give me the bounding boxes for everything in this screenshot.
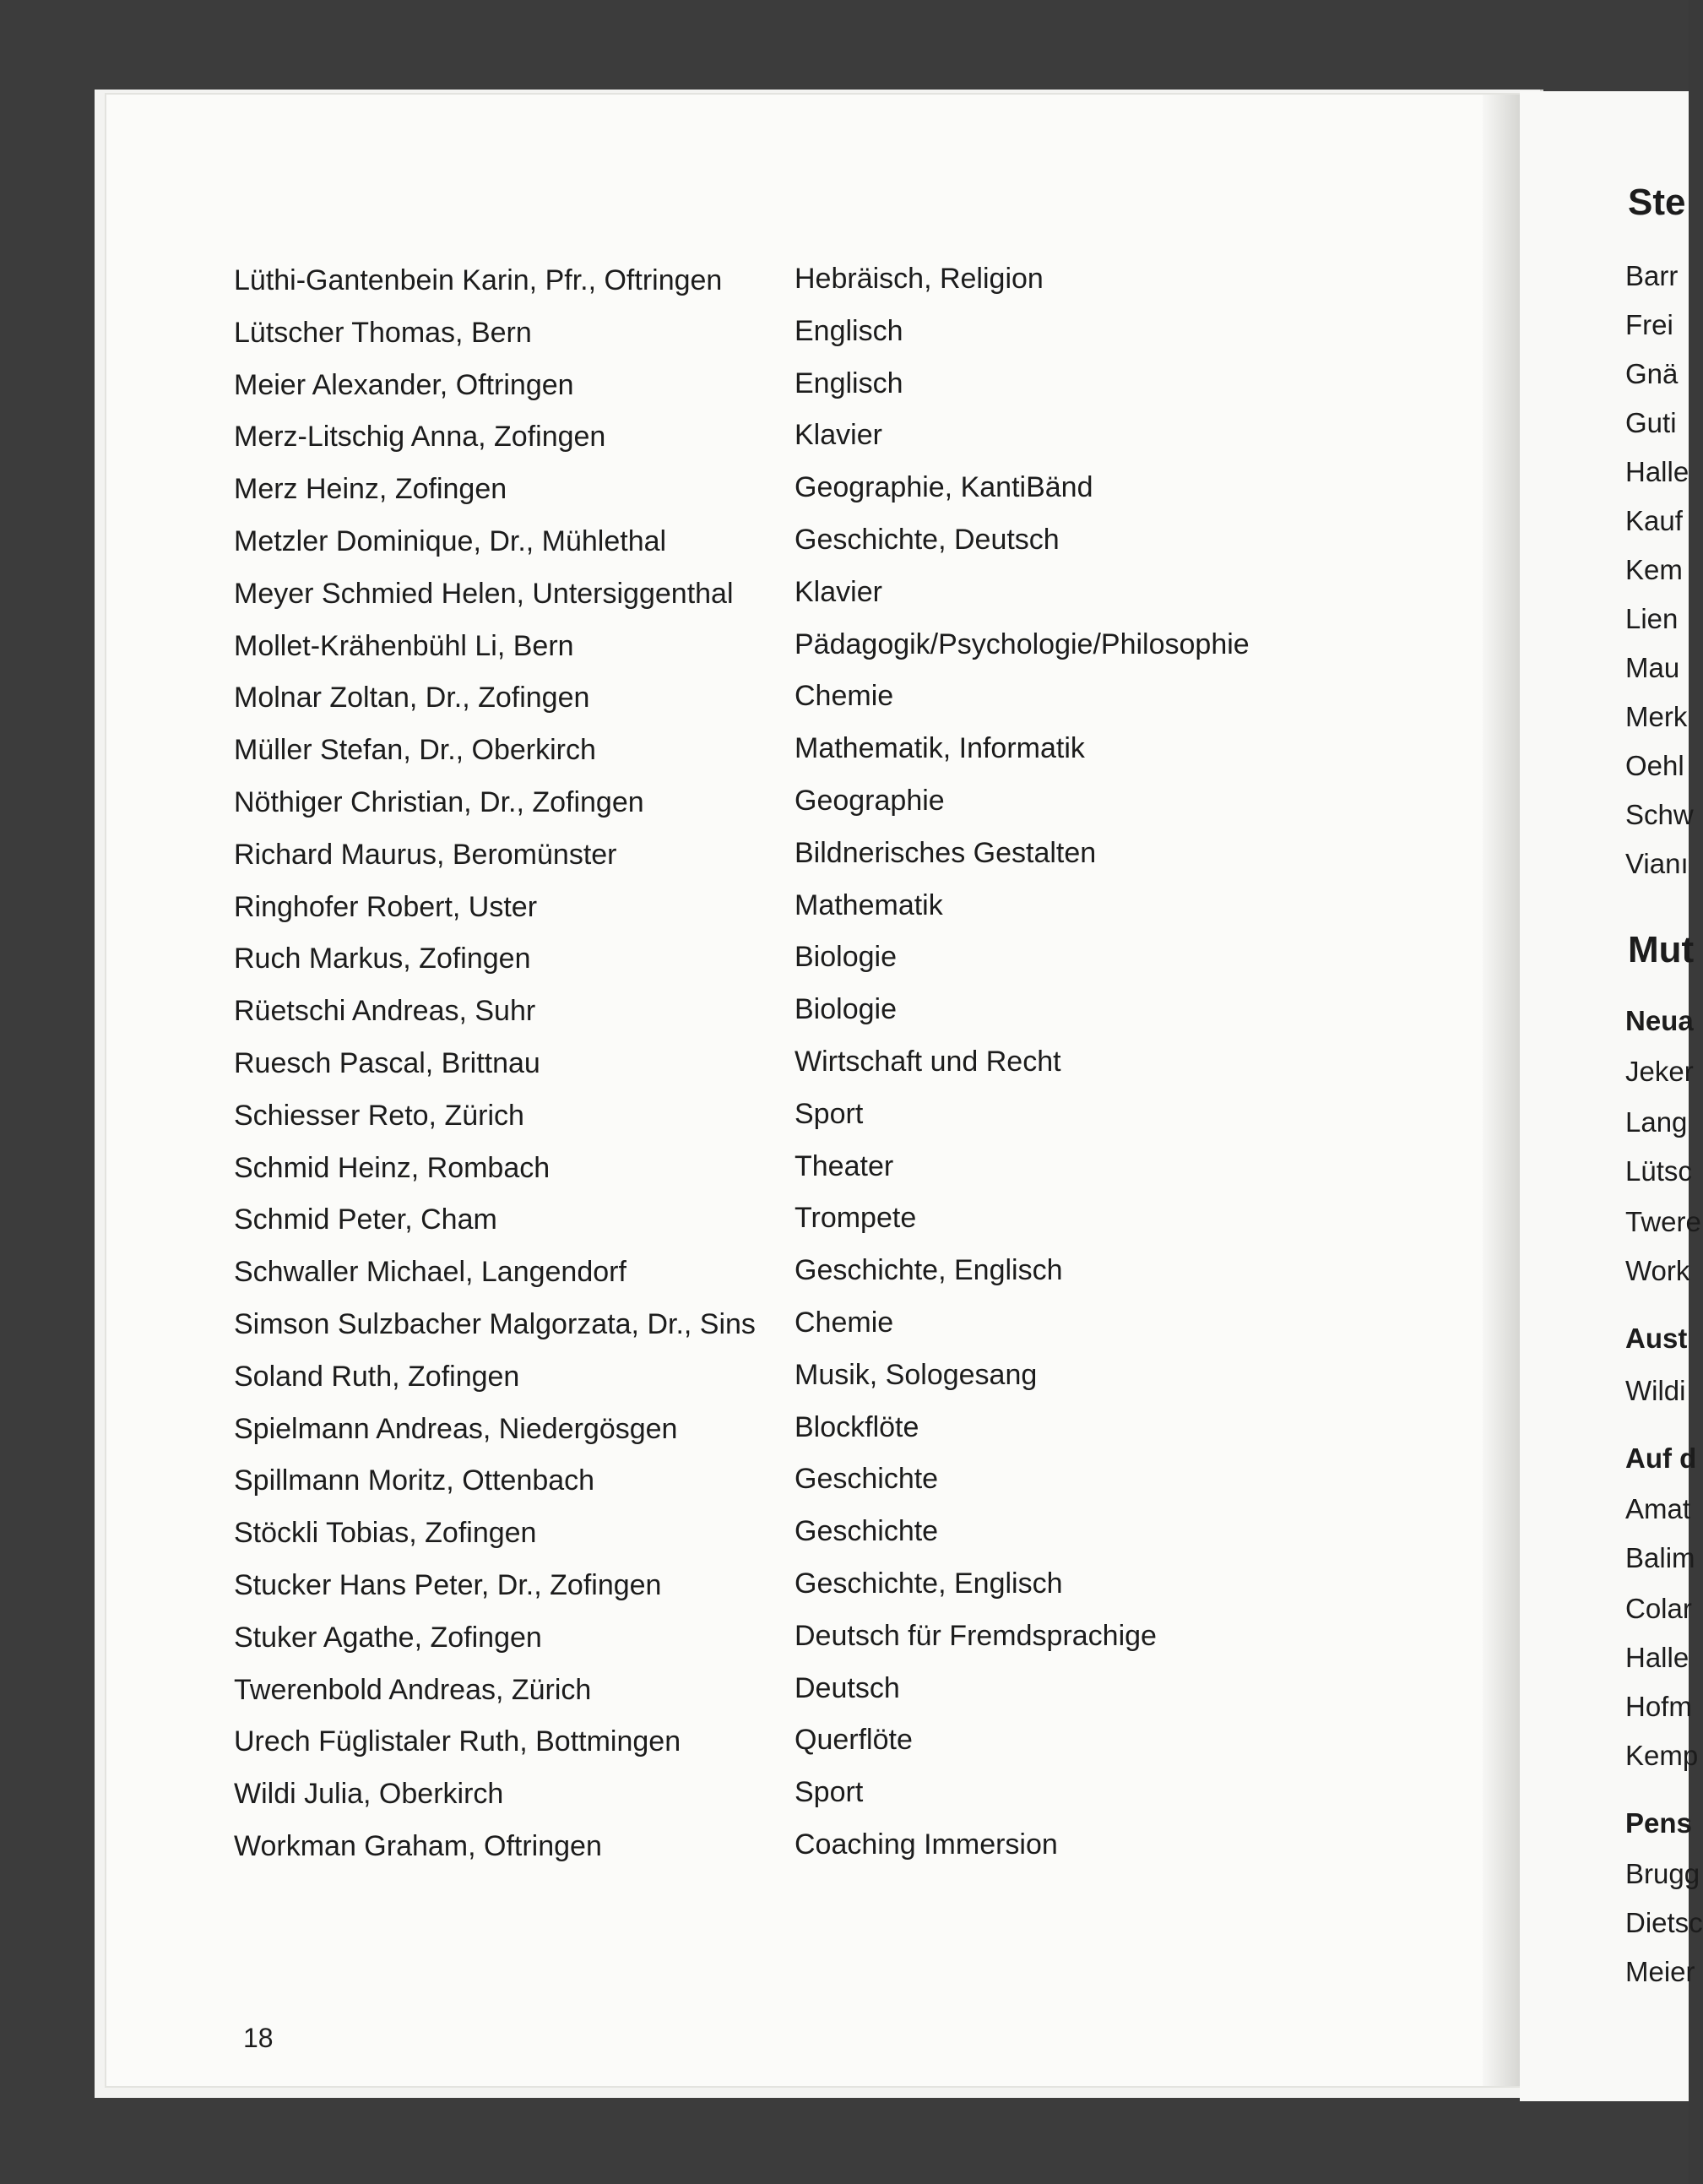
right-page-fragment: Mau — [1625, 652, 1680, 683]
teacher-name: Mollet-Krähenbühl Li, Bern — [234, 630, 574, 662]
right-page-fragment: Kemp — [1625, 1740, 1699, 1771]
teacher-subject: Biologie — [795, 941, 897, 973]
right-page-fragment: Colar — [1625, 1593, 1692, 1624]
teacher-subject: Englisch — [795, 367, 903, 399]
right-page-fragment: Hofm — [1625, 1691, 1692, 1722]
right-page-fragment: Meier — [1625, 1956, 1695, 1987]
teacher-subject: Klavier — [795, 576, 882, 608]
teacher-subject: Geschichte, Deutsch — [795, 524, 1060, 556]
teacher-name: Richard Maurus, Beromünster — [234, 839, 617, 871]
right-page-fragment: Lütsc — [1625, 1155, 1692, 1187]
right-page-fragment: Lang — [1625, 1106, 1688, 1138]
right-page-fragment: Halle — [1625, 456, 1689, 487]
right-page-fragment: Frei — [1625, 309, 1673, 340]
teacher-name: Merz-Litschig Anna, Zofingen — [234, 421, 606, 453]
teacher-name: Lütscher Thomas, Bern — [234, 317, 532, 349]
right-page-fragment: Lien — [1625, 603, 1679, 634]
page-number: 18 — [243, 2023, 274, 2053]
teacher-subject: Trompete — [795, 1202, 917, 1234]
right-page-fragment: Kauf — [1625, 505, 1683, 536]
teacher-subject: Chemie — [795, 1307, 894, 1339]
right-page-fragment: Wildi — [1625, 1375, 1686, 1406]
teacher-subject: Biologie — [795, 993, 897, 1025]
teacher-subject: Deutsch für Fremdsprachige — [795, 1620, 1157, 1652]
teacher-name: Meyer Schmied Helen, Untersiggenthal — [234, 578, 734, 610]
teacher-name: Meier Alexander, Oftringen — [234, 369, 574, 401]
right-page-fragment: Schw — [1625, 799, 1694, 830]
right-page-fragment: Brugg — [1625, 1858, 1700, 1889]
right-page-fragment: Halle — [1625, 1642, 1689, 1673]
teacher-name: Schmid Heinz, Rombach — [234, 1152, 550, 1184]
right-page-fragment: Dietsc — [1625, 1907, 1703, 1938]
teacher-subject: Theater — [795, 1150, 894, 1182]
teacher-subject: Sport — [795, 1098, 864, 1130]
teacher-subject: Mathematik, Informatik — [795, 732, 1085, 764]
right-page-fragment: Balim — [1625, 1542, 1695, 1573]
teacher-name: Schiesser Reto, Zürich — [234, 1100, 524, 1132]
right-page-fragment: Twere — [1625, 1206, 1701, 1237]
teacher-subject: Geschichte — [795, 1515, 939, 1547]
teacher-name: Rüetschi Andreas, Suhr — [234, 995, 536, 1027]
teacher-subject: Pädagogik/Psychologie/Philosophie — [795, 628, 1250, 660]
teacher-name: Lüthi-Gantenbein Karin, Pfr., Oftringen — [234, 264, 723, 296]
right-page-fragment: Merk — [1625, 701, 1688, 732]
right-page-fragment: Vianı — [1625, 848, 1689, 879]
teacher-subject: Geschichte, Englisch — [795, 1254, 1063, 1286]
teacher-subject: Blockflöte — [795, 1411, 919, 1443]
teacher-subject: Englisch — [795, 315, 903, 347]
right-page-fragment: Gnä — [1625, 358, 1679, 389]
right-page-fragment: Ste — [1628, 182, 1686, 223]
teacher-subject: Mathematik — [795, 889, 943, 921]
right-page-fragment: Aust — [1625, 1323, 1688, 1354]
teacher-subject: Musik, Sologesang — [795, 1359, 1038, 1391]
teacher-name: Schwaller Michael, Langendorf — [234, 1256, 626, 1288]
teacher-name: Twerenbold Andreas, Zürich — [234, 1674, 592, 1706]
right-page-fragment: Auf d — [1625, 1442, 1697, 1474]
teacher-subject: Coaching Immersion — [795, 1828, 1058, 1861]
teacher-subject: Geographie — [795, 785, 945, 817]
teacher-name: Stöckli Tobias, Zofingen — [234, 1517, 537, 1549]
right-page-fragment: Oehl — [1625, 750, 1684, 781]
right-page-fragment: Barr — [1625, 260, 1679, 291]
teacher-subject: Geschichte — [795, 1463, 939, 1495]
teacher-name: Ruch Markus, Zofingen — [234, 943, 531, 975]
teacher-subject: Geschichte, Englisch — [795, 1567, 1063, 1600]
teacher-name: Ringhofer Robert, Uster — [234, 891, 538, 923]
teacher-name: Ruesch Pascal, Brittnau — [234, 1047, 540, 1079]
teacher-subject: Hebräisch, Religion — [795, 263, 1044, 295]
right-page-fragment: Work — [1625, 1255, 1690, 1286]
teacher-name: Schmid Peter, Cham — [234, 1203, 497, 1236]
teacher-name: Simson Sulzbacher Malgorzata, Dr., Sins — [234, 1308, 756, 1340]
right-page — [1520, 91, 1689, 2101]
teacher-name: Molnar Zoltan, Dr., Zofingen — [234, 682, 590, 714]
teacher-subject: Sport — [795, 1776, 864, 1808]
teacher-name: Spillmann Moritz, Ottenbach — [234, 1464, 595, 1497]
teacher-name: Nöthiger Christian, Dr., Zofingen — [234, 786, 644, 818]
teacher-subject: Klavier — [795, 419, 882, 451]
teacher-name: Stucker Hans Peter, Dr., Zofingen — [234, 1569, 662, 1601]
teacher-name: Metzler Dominique, Dr., Mühlethal — [234, 525, 667, 557]
right-page-fragment: Amat — [1625, 1493, 1691, 1524]
right-page-fragment: Pens — [1625, 1807, 1692, 1839]
teacher-subject: Chemie — [795, 680, 894, 712]
teacher-name: Urech Füglistaler Ruth, Bottmingen — [234, 1725, 681, 1758]
teacher-subject: Deutsch — [795, 1672, 900, 1704]
teacher-subject: Wirtschaft und Recht — [795, 1046, 1061, 1078]
teacher-name: Merz Heinz, Zofingen — [234, 473, 507, 505]
right-page-fragment: Jeker — [1625, 1056, 1694, 1087]
right-page-fragment: Neua — [1625, 1005, 1694, 1036]
teacher-name: Wildi Julia, Oberkirch — [234, 1778, 504, 1810]
teacher-name: Soland Ruth, Zofingen — [234, 1361, 520, 1393]
teacher-subject: Bildnerisches Gestalten — [795, 837, 1097, 869]
teacher-name: Stuker Agathe, Zofingen — [234, 1622, 542, 1654]
teacher-subject: Querflöte — [795, 1724, 913, 1756]
teacher-name: Spielmann Andreas, Niedergösgen — [234, 1413, 678, 1445]
teacher-name: Müller Stefan, Dr., Oberkirch — [234, 734, 596, 766]
teacher-name: Workman Graham, Oftringen — [234, 1830, 602, 1862]
right-page-fragment: Guti — [1625, 407, 1677, 438]
teacher-subject: Geographie, KantiBänd — [795, 471, 1093, 503]
right-page-fragment: Kem — [1625, 554, 1683, 585]
right-page-fragment: Mut — [1628, 929, 1695, 970]
